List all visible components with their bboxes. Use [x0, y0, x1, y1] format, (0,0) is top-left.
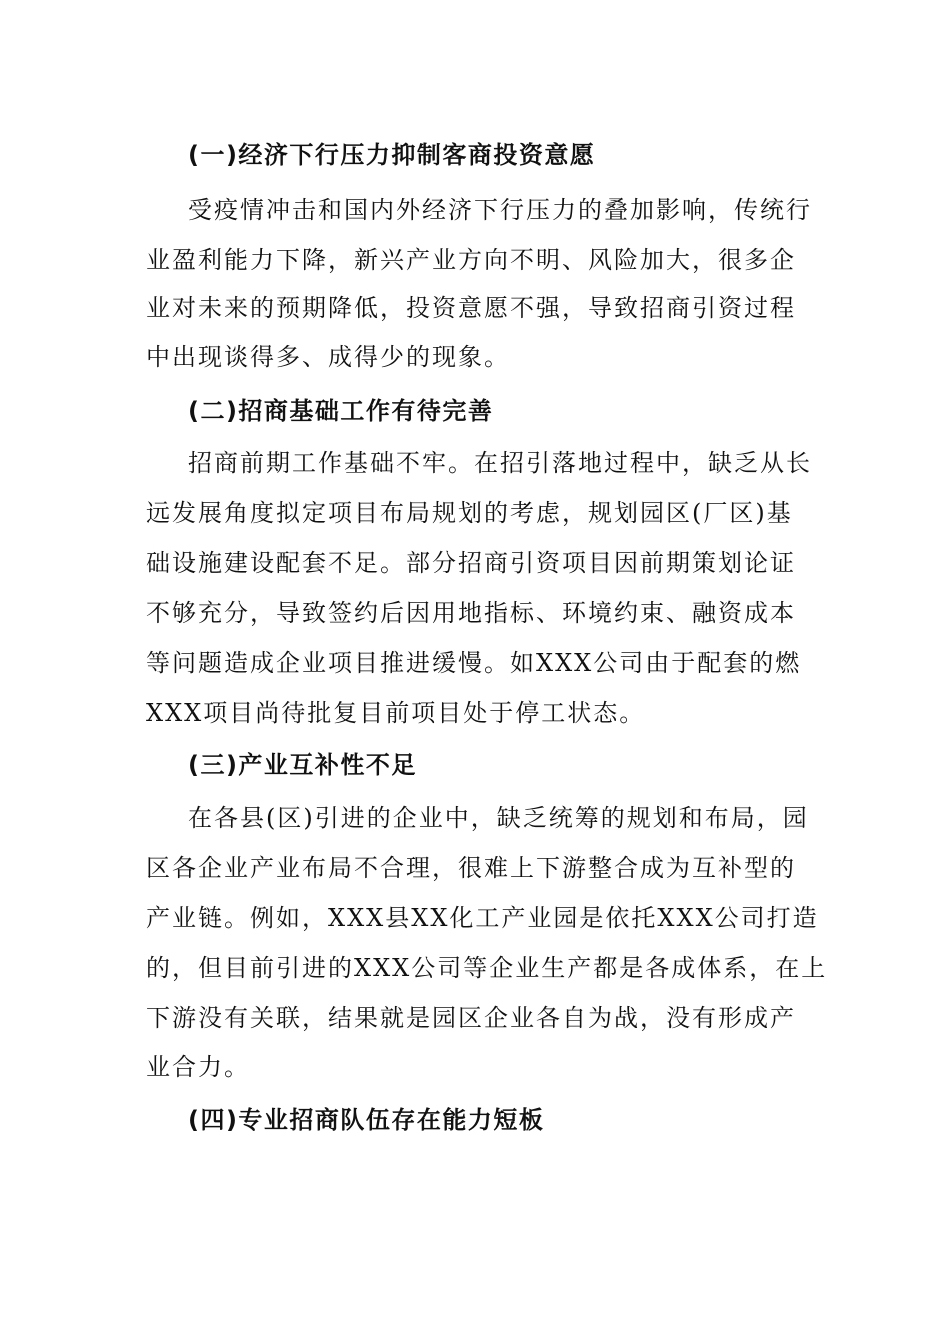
paragraph-line: 业对未来的预期降低，投资意愿不强，导致招商引资过程 — [146, 294, 796, 322]
section-heading-3: (三)产业互补性不足 — [188, 751, 417, 779]
paragraph-line: 远发展角度拟定项目布局规划的考虑，规划园区(厂区)基 — [146, 499, 793, 527]
paragraph-line: 受疫情冲击和国内外经济下行压力的叠加影响，传统行 — [188, 196, 812, 224]
paragraph-line: 区各企业产业布局不合理，很难上下游整合成为互补型的 — [146, 854, 796, 882]
paragraph-line: 中出现谈得多、成得少的现象。 — [146, 343, 510, 371]
paragraph-line: 在各县(区)引进的企业中，缺乏统筹的规划和布局，园 — [188, 804, 809, 832]
section-heading-4: (四)专业招商队伍存在能力短板 — [188, 1106, 545, 1134]
section-heading-2: (二)招商基础工作有待完善 — [188, 397, 494, 425]
paragraph-line: 的，但目前引进的XXX公司等企业生产都是各成体系，在上 — [146, 954, 828, 982]
paragraph-line: 等问题造成企业项目推进缓慢。如XXX公司由于配套的燃 — [146, 649, 802, 677]
paragraph-line: 下游没有关联，结果就是园区企业各自为战，没有形成产 — [146, 1004, 796, 1032]
paragraph-line: 不够充分，导致签约后因用地指标、环境约束、融资成本 — [146, 599, 796, 627]
section-heading-1: (一)经济下行压力抑制客商投资意愿 — [188, 141, 596, 169]
paragraph-line: XXX项目尚待批复目前项目处于停工状态。 — [146, 699, 646, 727]
paragraph-line: 业盈利能力下降，新兴产业方向不明、风险加大，很多企 — [146, 246, 796, 274]
paragraph-line: 础设施建设配套不足。部分招商引资项目因前期策划论证 — [146, 549, 796, 577]
paragraph-line: 产业链。例如，XXX县XX化工产业园是依托XXX公司打造 — [146, 904, 819, 932]
paragraph-line: 业合力。 — [146, 1053, 250, 1081]
paragraph-line: 招商前期工作基础不牢。在招引落地过程中，缺乏从长 — [188, 449, 812, 477]
